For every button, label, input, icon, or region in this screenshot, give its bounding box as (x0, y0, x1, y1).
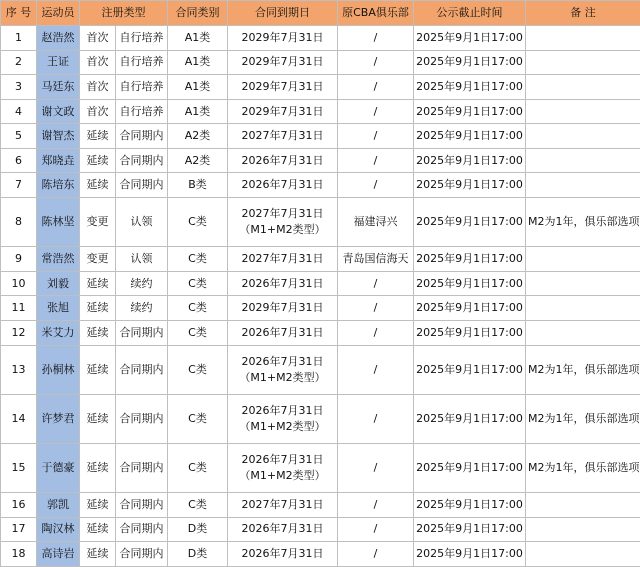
expiry-contract-type: （M1+M2类型） (239, 468, 326, 482)
cell-note (526, 247, 640, 272)
cell-reg-detail: 认领 (116, 247, 168, 272)
cell-reg-kind: 延续 (80, 443, 116, 492)
cell-contract-class: C类 (168, 247, 228, 272)
cell-reg-kind: 首次 (80, 99, 116, 124)
cell-deadline: 2025年9月1日17:00 (414, 99, 526, 124)
cell-orig-club: 福建浔兴 (338, 198, 414, 247)
cell-reg-detail: 自行培养 (116, 99, 168, 124)
cell-note (526, 517, 640, 542)
cell-note: M2为1年，俱乐部选项 (526, 443, 640, 492)
cell-orig-club: / (338, 542, 414, 567)
cell-seq: 17 (1, 517, 37, 542)
header-seq: 序 号 (1, 1, 37, 26)
cell-orig-club: / (338, 517, 414, 542)
cell-contract-class: B类 (168, 173, 228, 198)
cell-reg-kind: 延续 (80, 345, 116, 394)
cell-reg-kind: 延续 (80, 173, 116, 198)
cell-expiry: 2026年7月31日 (228, 173, 338, 198)
cell-contract-class: C类 (168, 271, 228, 296)
cell-expiry: 2029年7月31日 (228, 99, 338, 124)
cell-reg-detail: 合同期内 (116, 394, 168, 443)
cell-seq: 6 (1, 148, 37, 173)
cell-seq: 8 (1, 198, 37, 247)
cell-deadline: 2025年9月1日17:00 (414, 148, 526, 173)
cell-expiry: 2029年7月31日 (228, 26, 338, 51)
cell-reg-detail: 合同期内 (116, 345, 168, 394)
cell-note: M2为1年，俱乐部选项 (526, 198, 640, 247)
cell-athlete: 于德豪 (37, 443, 80, 492)
cell-orig-club: / (338, 296, 414, 321)
cell-reg-kind: 首次 (80, 75, 116, 100)
cell-orig-club: 青岛国信海天 (338, 247, 414, 272)
cell-reg-detail: 续约 (116, 271, 168, 296)
cell-contract-class: C类 (168, 493, 228, 518)
cell-seq: 1 (1, 26, 37, 51)
expiry-date: 2026年7月31日 (241, 452, 324, 466)
cell-contract-class: D类 (168, 517, 228, 542)
cell-orig-club: / (338, 394, 414, 443)
cell-athlete: 刘毅 (37, 271, 80, 296)
cell-seq: 16 (1, 493, 37, 518)
cell-expiry (228, 443, 338, 492)
cell-athlete: 张旭 (37, 296, 80, 321)
cell-deadline: 2025年9月1日17:00 (414, 443, 526, 492)
cell-contract-class: D类 (168, 542, 228, 567)
cell-orig-club: / (338, 99, 414, 124)
cell-expiry: 2026年7月31日 (228, 148, 338, 173)
cell-contract-class: A2类 (168, 148, 228, 173)
cell-deadline: 2025年9月1日17:00 (414, 345, 526, 394)
table-row (1, 542, 640, 567)
cell-athlete: 常浩然 (37, 247, 80, 272)
table-row (1, 26, 640, 51)
cell-expiry: 2026年7月31日 (228, 320, 338, 345)
cell-deadline: 2025年9月1日17:00 (414, 493, 526, 518)
table-row (1, 99, 640, 124)
cell-orig-club: / (338, 320, 414, 345)
cell-athlete: 王证 (37, 50, 80, 75)
cell-orig-club: / (338, 443, 414, 492)
cell-deadline: 2025年9月1日17:00 (414, 517, 526, 542)
cell-expiry (228, 345, 338, 394)
cell-orig-club: / (338, 271, 414, 296)
cell-reg-kind: 变更 (80, 198, 116, 247)
table-row (1, 345, 640, 394)
cell-reg-kind: 首次 (80, 50, 116, 75)
cell-deadline: 2025年9月1日17:00 (414, 198, 526, 247)
cell-reg-kind: 延续 (80, 320, 116, 345)
cell-seq: 7 (1, 173, 37, 198)
table-row (1, 271, 640, 296)
cell-note (526, 50, 640, 75)
expiry-date: 2027年7月31日 (241, 207, 324, 221)
table-row (1, 493, 640, 518)
cell-note (526, 75, 640, 100)
cell-reg-detail: 自行培养 (116, 50, 168, 75)
cell-orig-club: / (338, 50, 414, 75)
cell-contract-class: A2类 (168, 124, 228, 149)
cell-note: M2为1年，俱乐部选项 (526, 394, 640, 443)
cell-note (526, 542, 640, 567)
cell-reg-kind: 延续 (80, 148, 116, 173)
header-deadline: 公示截止时间 (414, 1, 526, 26)
cell-note (526, 124, 640, 149)
table-row (1, 148, 640, 173)
cell-athlete: 孙桐林 (37, 345, 80, 394)
cell-reg-detail: 认领 (116, 198, 168, 247)
cell-athlete: 许梦君 (37, 394, 80, 443)
cell-deadline: 2025年9月1日17:00 (414, 26, 526, 51)
cell-contract-class: A1类 (168, 75, 228, 100)
cell-reg-kind: 延续 (80, 296, 116, 321)
cell-contract-class: A1类 (168, 50, 228, 75)
header-expiry: 合同到期日 (228, 1, 338, 26)
cell-seq: 11 (1, 296, 37, 321)
cell-seq: 14 (1, 394, 37, 443)
cell-athlete: 陶汉林 (37, 517, 80, 542)
cell-deadline: 2025年9月1日17:00 (414, 50, 526, 75)
cell-deadline: 2025年9月1日17:00 (414, 320, 526, 345)
cell-athlete: 陈林坚 (37, 198, 80, 247)
cell-expiry: 2029年7月31日 (228, 75, 338, 100)
cell-expiry: 2027年7月31日 (228, 124, 338, 149)
cell-reg-detail: 合同期内 (116, 542, 168, 567)
header-orig-club: 原CBA俱乐部 (338, 1, 414, 26)
cell-seq: 4 (1, 99, 37, 124)
table-row (1, 394, 640, 443)
cell-orig-club: / (338, 493, 414, 518)
cell-note (526, 296, 640, 321)
cell-reg-detail: 合同期内 (116, 173, 168, 198)
cell-deadline: 2025年9月1日17:00 (414, 271, 526, 296)
expiry-contract-type: （M1+M2类型） (239, 223, 326, 237)
cell-reg-detail: 合同期内 (116, 124, 168, 149)
cell-expiry: 2026年7月31日 (228, 517, 338, 542)
cell-note (526, 173, 640, 198)
table-row (1, 443, 640, 492)
table-row (1, 320, 640, 345)
header-row (1, 1, 640, 26)
expiry-date: 2026年7月31日 (241, 403, 324, 417)
table-row (1, 198, 640, 247)
cell-expiry: 2027年7月31日 (228, 493, 338, 518)
cell-expiry: 2029年7月31日 (228, 50, 338, 75)
cell-reg-detail: 自行培养 (116, 75, 168, 100)
cell-contract-class: C类 (168, 198, 228, 247)
cell-deadline: 2025年9月1日17:00 (414, 394, 526, 443)
cell-seq: 2 (1, 50, 37, 75)
header-athlete: 运动员 (37, 1, 80, 26)
cell-reg-detail: 合同期内 (116, 443, 168, 492)
cell-orig-club: / (338, 345, 414, 394)
cell-athlete: 谢文政 (37, 99, 80, 124)
expiry-contract-type: （M1+M2类型） (239, 370, 326, 384)
cell-note (526, 148, 640, 173)
cell-reg-kind: 延续 (80, 394, 116, 443)
cell-seq: 18 (1, 542, 37, 567)
cell-reg-kind: 变更 (80, 247, 116, 272)
cell-athlete: 高诗岩 (37, 542, 80, 567)
cell-contract-class: A1类 (168, 26, 228, 51)
cell-deadline: 2025年9月1日17:00 (414, 124, 526, 149)
cell-athlete: 郑晓垚 (37, 148, 80, 173)
header-note: 备 注 (526, 1, 640, 26)
expiry-contract-type: （M1+M2类型） (239, 419, 326, 433)
cell-reg-kind: 延续 (80, 517, 116, 542)
table-row (1, 296, 640, 321)
cell-note (526, 99, 640, 124)
cell-orig-club: / (338, 26, 414, 51)
cell-contract-class: C类 (168, 345, 228, 394)
cell-seq: 13 (1, 345, 37, 394)
table-row (1, 173, 640, 198)
cell-deadline: 2025年9月1日17:00 (414, 542, 526, 567)
cell-athlete: 米艾力 (37, 320, 80, 345)
cell-seq: 15 (1, 443, 37, 492)
cell-orig-club: / (338, 173, 414, 198)
table-row (1, 75, 640, 100)
cell-expiry (228, 394, 338, 443)
cell-reg-kind: 延续 (80, 493, 116, 518)
cell-expiry: 2026年7月31日 (228, 542, 338, 567)
cell-orig-club: / (338, 148, 414, 173)
cell-reg-kind: 首次 (80, 26, 116, 51)
cell-deadline: 2025年9月1日17:00 (414, 173, 526, 198)
cell-expiry: 2029年7月31日 (228, 296, 338, 321)
cell-reg-detail: 自行培养 (116, 26, 168, 51)
cell-note (526, 320, 640, 345)
cell-reg-kind: 延续 (80, 124, 116, 149)
cell-athlete: 郭凯 (37, 493, 80, 518)
header-contract-class: 合同类别 (168, 1, 228, 26)
table-row (1, 124, 640, 149)
cell-athlete: 赵浩然 (37, 26, 80, 51)
table-row (1, 517, 640, 542)
cell-note (526, 493, 640, 518)
cell-reg-kind: 延续 (80, 542, 116, 567)
cell-expiry: 2027年7月31日 (228, 247, 338, 272)
cell-expiry: 2026年7月31日 (228, 271, 338, 296)
cell-deadline: 2025年9月1日17:00 (414, 247, 526, 272)
cell-reg-detail: 续约 (116, 296, 168, 321)
cell-reg-detail: 合同期内 (116, 148, 168, 173)
cell-contract-class: C类 (168, 320, 228, 345)
cell-seq: 3 (1, 75, 37, 100)
cell-note: M2为1年，俱乐部选项 (526, 345, 640, 394)
cell-orig-club: / (338, 75, 414, 100)
table-row (1, 247, 640, 272)
cell-orig-club: / (338, 124, 414, 149)
cell-deadline: 2025年9月1日17:00 (414, 75, 526, 100)
cell-athlete: 马廷东 (37, 75, 80, 100)
cell-seq: 12 (1, 320, 37, 345)
table-body (1, 26, 640, 567)
cell-athlete: 陈培东 (37, 173, 80, 198)
cell-seq: 9 (1, 247, 37, 272)
cell-seq: 5 (1, 124, 37, 149)
table-row (1, 50, 640, 75)
cell-reg-detail: 合同期内 (116, 517, 168, 542)
cell-contract-class: C类 (168, 296, 228, 321)
cell-reg-detail: 合同期内 (116, 320, 168, 345)
cell-expiry (228, 198, 338, 247)
cell-seq: 10 (1, 271, 37, 296)
cell-contract-class: A1类 (168, 99, 228, 124)
cell-contract-class: C类 (168, 443, 228, 492)
cell-athlete: 谢智杰 (37, 124, 80, 149)
cell-reg-kind: 延续 (80, 271, 116, 296)
cell-note (526, 271, 640, 296)
cell-note (526, 26, 640, 51)
header-reg-type: 注册类型 (80, 1, 168, 26)
cell-contract-class: C类 (168, 394, 228, 443)
expiry-date: 2026年7月31日 (241, 354, 324, 368)
cell-deadline: 2025年9月1日17:00 (414, 296, 526, 321)
cell-reg-detail: 合同期内 (116, 493, 168, 518)
